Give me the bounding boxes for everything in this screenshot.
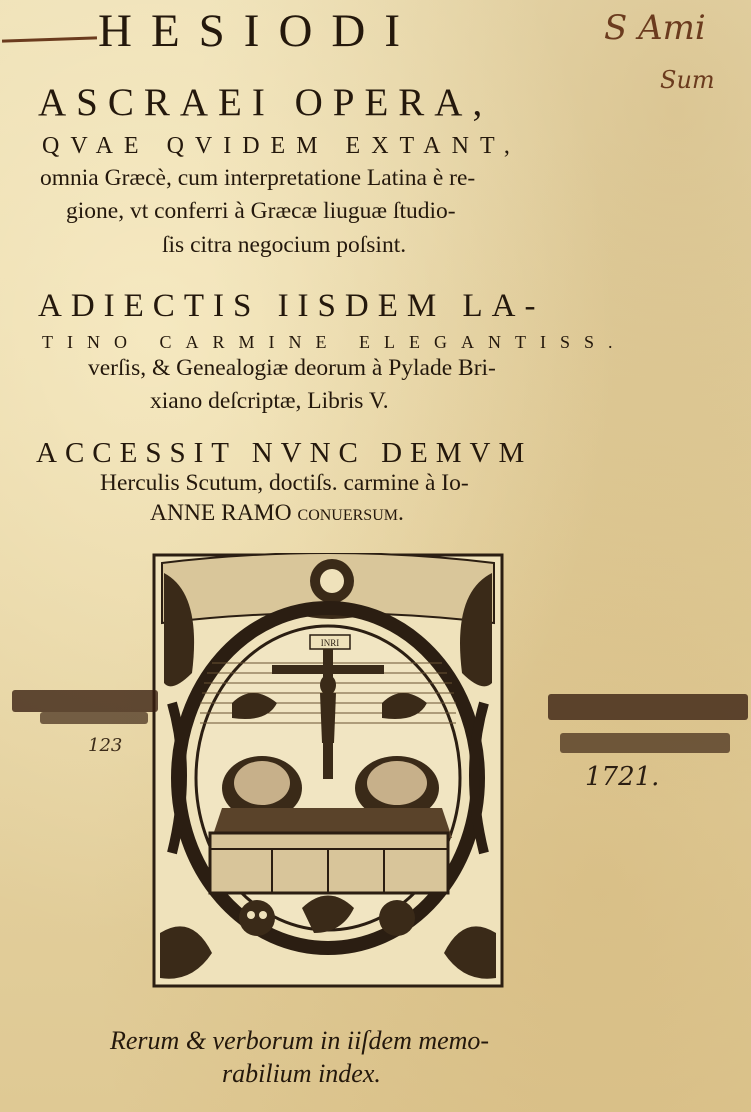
body-line-2: gione, vt conferri à Græcæ liuguæ ſtudio- [66, 198, 456, 224]
adiectis-subheading: TINO CARMINE ELEGANTISS. [42, 332, 627, 352]
adiectis-heading: ADIECTIS IISDEM LA- [38, 288, 545, 324]
index-line-2: rabilium index. [222, 1059, 381, 1088]
adiectis-line-4: xiano deſcriptæ, Libris V. [150, 388, 389, 414]
index-line-1: Rerum & verborum in iiſdem memo- [110, 1026, 490, 1055]
title-line-opera: ASCRAEI OPERA, [38, 81, 493, 124]
manuscript-stroke-top-left [2, 36, 97, 42]
struck-out-note-right [548, 694, 748, 720]
manuscript-note-top-right-2: Sum [660, 66, 715, 94]
struck-out-note-left [12, 690, 158, 712]
struck-out-note-right-2 [560, 733, 730, 753]
struck-out-note-left-2 [40, 712, 148, 724]
manuscript-note-top-right: S Ami [604, 8, 706, 48]
adiectis-line-3: verſis, & Genealogiæ deorum à Pylade Bri- [88, 355, 496, 381]
title-author: HESIODI [98, 5, 419, 57]
inri-inscription: INRI [320, 638, 340, 648]
woodcut-crucifixion-illustration [152, 553, 504, 988]
body-line-3: ſis citra negocium poſsint. [162, 232, 407, 258]
accessit-line-2: Herculis Scutum, doctiſs. carmine à Io- [100, 470, 469, 496]
accessit-line-3: ANNE RAMO conuerſum. [150, 500, 404, 526]
manuscript-number-left: 123 [88, 735, 123, 756]
body-line-1: omnia Græcè, cum interpretatione Latina è re- [40, 165, 476, 191]
manuscript-year-right: 1721. [585, 762, 660, 792]
title-line-extant: QVAE QVIDEM EXTANT, [42, 133, 521, 159]
accessit-heading: ACCESSIT NVNC DEMVM [36, 437, 533, 469]
